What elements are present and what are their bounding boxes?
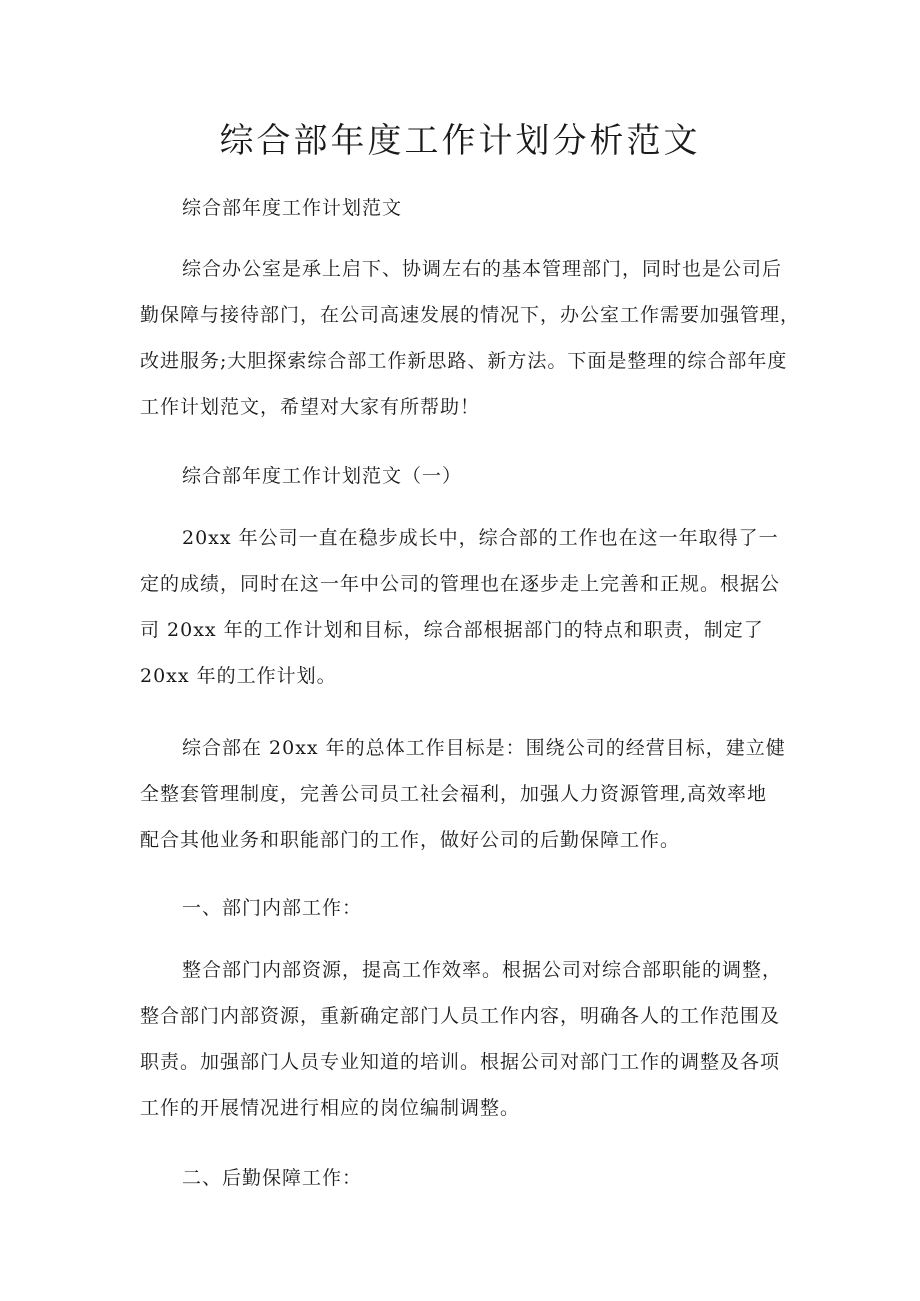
paragraph-line: 20xx 年公司一直在稳步成长中，综合部的工作也在这一年取得了一 [182,527,779,549]
paragraph-line: 整合部门内部资源，提高工作效率。根据公司对综合部职能的调整， [182,959,783,981]
paragraph-line: 20xx 年的工作计划。 [140,665,337,687]
paragraph-line: 司 20xx 年的工作计划和目标，综合部根据部门的特点和职责，制定了 [140,619,764,641]
paragraph-line: 配合其他业务和职能部门的工作，做好公司的后勤保障工作。 [140,829,681,851]
intro-paragraph [140,246,800,430]
paragraph-1 [140,515,800,699]
intro-line: 综合办公室是承上启下、协调左右的基本管理部门，同时也是公司后 [182,258,783,280]
paragraph-line: 全整套管理制度，完善公司员工社会福利，加强人力资源管理,高效率地 [140,783,768,805]
document-title: 综合部年度工作计划分析范文 [219,121,701,161]
paragraph-2 [140,725,800,863]
section-heading-2: 二、后勤保障工作： [182,1167,363,1189]
intro-line: 勤保障与接待部门，在公司高速发展的情况下，办公室工作需要加强管理， [140,304,801,326]
paragraph-line: 定的成绩，同时在这一年中公司的管理也在逐步走上完善和正规。根据公 [140,573,781,595]
intro-line: 改进服务;大胆探索综合部工作新思路、新方法。下面是整理的综合部年度 [140,350,788,372]
paragraph-line: 职责。加强部门人员专业知道的培训。根据公司对部门工作的调整及各项 [140,1051,781,1073]
intro-line: 工作计划范文，希望对大家有所帮助！ [140,396,481,418]
section-heading-1: 一、部门内部工作： [182,897,363,919]
document-subtitle: 综合部年度工作计划范文 [182,197,403,219]
paragraph-line: 整合部门内部资源，重新确定部门人员工作内容，明确各人的工作范围及 [140,1005,781,1027]
section-one-heading: 综合部年度工作计划范文（一） [182,465,463,487]
paragraph-line: 综合部在 20xx 年的总体工作目标是：围绕公司的经营目标，建立健 [182,737,786,759]
paragraph-line: 工作的开展情况进行相应的岗位编制调整。 [140,1097,521,1119]
paragraph-3 [140,947,800,1131]
